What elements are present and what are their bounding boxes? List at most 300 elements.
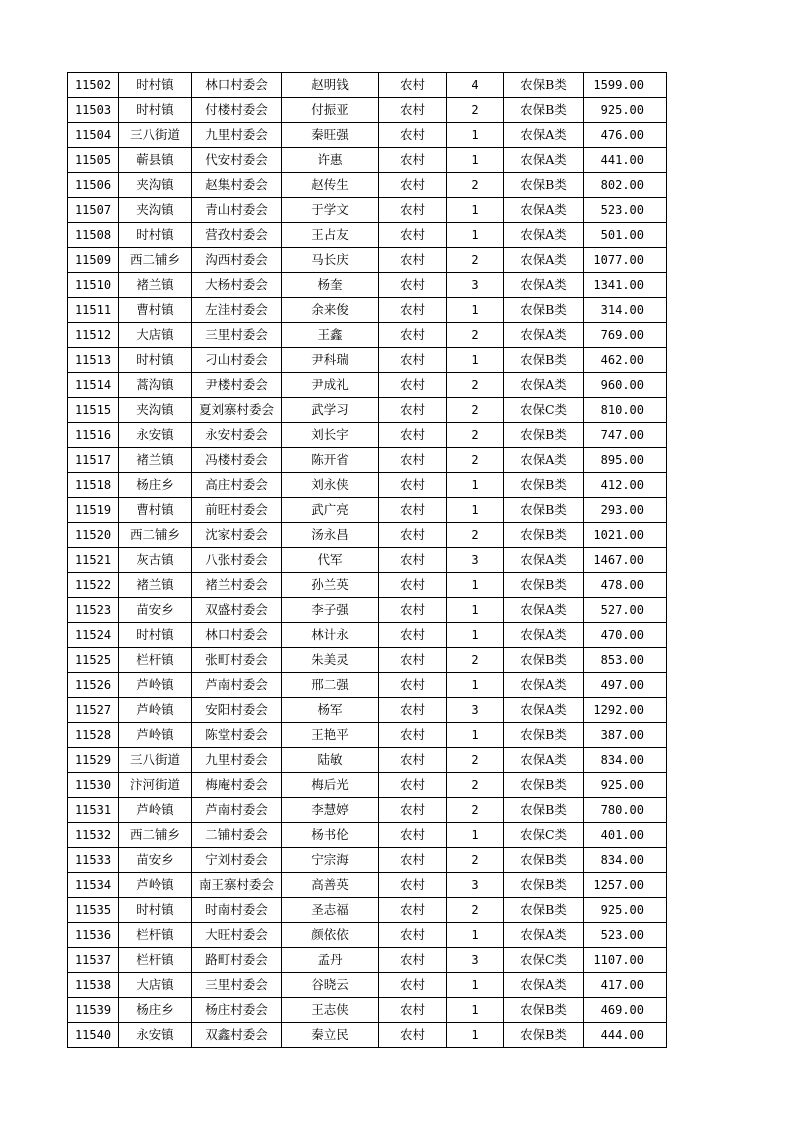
cell-household-count: 1 — [447, 923, 504, 948]
cell-record-id: 11536 — [68, 923, 119, 948]
cell-record-id: 11510 — [68, 273, 119, 298]
cell-person-name: 武广亮 — [282, 498, 379, 523]
table-row — [68, 973, 667, 998]
cell-person-name: 陆敏 — [282, 748, 379, 773]
cell-amount: 1467.00 — [584, 548, 667, 573]
cell-household-type: 农村 — [379, 548, 447, 573]
cell-insurance-category: 农保A类 — [504, 748, 584, 773]
cell-village-committee: 三里村委会 — [192, 973, 282, 998]
cell-household-count: 2 — [447, 248, 504, 273]
cell-insurance-category: 农保A类 — [504, 923, 584, 948]
cell-record-id: 11502 — [68, 73, 119, 98]
cell-village-committee: 付楼村委会 — [192, 98, 282, 123]
cell-record-id: 11530 — [68, 773, 119, 798]
table-row — [68, 123, 667, 148]
cell-township: 苗安乡 — [119, 598, 192, 623]
table-row — [68, 873, 667, 898]
cell-amount: 769.00 — [584, 323, 667, 348]
cell-township: 西二铺乡 — [119, 248, 192, 273]
cell-person-name: 宁宗海 — [282, 848, 379, 873]
cell-insurance-category: 农保B类 — [504, 73, 584, 98]
cell-household-count: 1 — [447, 1023, 504, 1048]
cell-household-count: 3 — [447, 548, 504, 573]
table-row — [68, 223, 667, 248]
table-row — [68, 548, 667, 573]
table-row — [68, 998, 667, 1023]
cell-amount: 497.00 — [584, 673, 667, 698]
cell-household-count: 2 — [447, 898, 504, 923]
cell-amount: 925.00 — [584, 898, 667, 923]
cell-record-id: 11520 — [68, 523, 119, 548]
cell-household-count: 2 — [447, 648, 504, 673]
cell-township: 西二铺乡 — [119, 823, 192, 848]
table-row — [68, 1023, 667, 1048]
cell-person-name: 王志侠 — [282, 998, 379, 1023]
cell-record-id: 11540 — [68, 1023, 119, 1048]
cell-record-id: 11512 — [68, 323, 119, 348]
cell-record-id: 11519 — [68, 498, 119, 523]
cell-village-committee: 时南村委会 — [192, 898, 282, 923]
cell-person-name: 汤永昌 — [282, 523, 379, 548]
cell-household-count: 1 — [447, 148, 504, 173]
cell-record-id: 11506 — [68, 173, 119, 198]
cell-household-count: 4 — [447, 73, 504, 98]
cell-record-id: 11525 — [68, 648, 119, 673]
cell-amount: 469.00 — [584, 998, 667, 1023]
table-row — [68, 398, 667, 423]
cell-household-count: 2 — [447, 398, 504, 423]
cell-township: 夹沟镇 — [119, 173, 192, 198]
cell-person-name: 秦立民 — [282, 1023, 379, 1048]
cell-person-name: 刘长宇 — [282, 423, 379, 448]
cell-household-type: 农村 — [379, 173, 447, 198]
cell-household-type: 农村 — [379, 873, 447, 898]
cell-village-committee: 左洼村委会 — [192, 298, 282, 323]
cell-township: 时村镇 — [119, 623, 192, 648]
cell-household-type: 农村 — [379, 723, 447, 748]
table-row — [68, 773, 667, 798]
table-row — [68, 298, 667, 323]
cell-record-id: 11537 — [68, 948, 119, 973]
cell-person-name: 朱美灵 — [282, 648, 379, 673]
cell-amount: 1021.00 — [584, 523, 667, 548]
cell-insurance-category: 农保A类 — [504, 598, 584, 623]
cell-person-name: 赵明钱 — [282, 73, 379, 98]
cell-household-type: 农村 — [379, 698, 447, 723]
cell-household-type: 农村 — [379, 748, 447, 773]
cell-insurance-category: 农保A类 — [504, 973, 584, 998]
cell-township: 褚兰镇 — [119, 573, 192, 598]
cell-amount: 314.00 — [584, 298, 667, 323]
cell-village-committee: 刁山村委会 — [192, 348, 282, 373]
cell-village-committee: 前旺村委会 — [192, 498, 282, 523]
cell-insurance-category: 农保B类 — [504, 298, 584, 323]
cell-village-committee: 赵集村委会 — [192, 173, 282, 198]
cell-record-id: 11507 — [68, 198, 119, 223]
table-row — [68, 323, 667, 348]
table-row — [68, 498, 667, 523]
cell-household-type: 农村 — [379, 473, 447, 498]
cell-household-type: 农村 — [379, 648, 447, 673]
cell-township: 三八街道 — [119, 123, 192, 148]
cell-record-id: 11518 — [68, 473, 119, 498]
cell-household-type: 农村 — [379, 198, 447, 223]
cell-household-type: 农村 — [379, 73, 447, 98]
cell-village-committee: 宁刘村委会 — [192, 848, 282, 873]
cell-township: 曹村镇 — [119, 298, 192, 323]
cell-record-id: 11527 — [68, 698, 119, 723]
cell-household-type: 农村 — [379, 1023, 447, 1048]
cell-township: 三八街道 — [119, 748, 192, 773]
cell-amount: 1341.00 — [584, 273, 667, 298]
cell-household-type: 农村 — [379, 923, 447, 948]
cell-record-id: 11515 — [68, 398, 119, 423]
cell-insurance-category: 农保A类 — [504, 223, 584, 248]
cell-insurance-category: 农保A类 — [504, 323, 584, 348]
cell-village-committee: 双鑫村委会 — [192, 1023, 282, 1048]
cell-household-type: 农村 — [379, 498, 447, 523]
cell-insurance-category: 农保B类 — [504, 873, 584, 898]
cell-village-committee: 八张村委会 — [192, 548, 282, 573]
cell-record-id: 11503 — [68, 98, 119, 123]
cell-insurance-category: 农保A类 — [504, 548, 584, 573]
cell-person-name: 林计永 — [282, 623, 379, 648]
cell-household-type: 农村 — [379, 348, 447, 373]
cell-township: 西二铺乡 — [119, 523, 192, 548]
cell-insurance-category: 农保A类 — [504, 148, 584, 173]
cell-household-type: 农村 — [379, 848, 447, 873]
cell-household-count: 2 — [447, 448, 504, 473]
cell-record-id: 11517 — [68, 448, 119, 473]
cell-village-committee: 青山村委会 — [192, 198, 282, 223]
cell-township: 杨庄乡 — [119, 473, 192, 498]
cell-record-id: 11534 — [68, 873, 119, 898]
cell-village-committee: 张町村委会 — [192, 648, 282, 673]
cell-insurance-category: 农保C类 — [504, 398, 584, 423]
table-row — [68, 423, 667, 448]
cell-household-count: 1 — [447, 673, 504, 698]
cell-record-id: 11514 — [68, 373, 119, 398]
cell-household-count: 2 — [447, 848, 504, 873]
cell-amount: 834.00 — [584, 848, 667, 873]
cell-household-type: 农村 — [379, 973, 447, 998]
table-row — [68, 248, 667, 273]
cell-insurance-category: 农保B类 — [504, 573, 584, 598]
cell-village-committee: 营孜村委会 — [192, 223, 282, 248]
cell-amount: 925.00 — [584, 773, 667, 798]
table-row — [68, 623, 667, 648]
cell-insurance-category: 农保B类 — [504, 998, 584, 1023]
cell-township: 芦岭镇 — [119, 673, 192, 698]
cell-township: 芦岭镇 — [119, 873, 192, 898]
cell-record-id: 11521 — [68, 548, 119, 573]
cell-household-count: 2 — [447, 423, 504, 448]
cell-insurance-category: 农保A类 — [504, 373, 584, 398]
cell-village-committee: 沟西村委会 — [192, 248, 282, 273]
cell-record-id: 11522 — [68, 573, 119, 598]
cell-village-committee: 南王寨村委会 — [192, 873, 282, 898]
cell-insurance-category: 农保A类 — [504, 448, 584, 473]
cell-village-committee: 三里村委会 — [192, 323, 282, 348]
cell-township: 时村镇 — [119, 348, 192, 373]
cell-amount: 810.00 — [584, 398, 667, 423]
cell-household-type: 农村 — [379, 123, 447, 148]
cell-household-type: 农村 — [379, 773, 447, 798]
cell-township: 时村镇 — [119, 73, 192, 98]
cell-village-committee: 代安村委会 — [192, 148, 282, 173]
cell-record-id: 11504 — [68, 123, 119, 148]
table-row — [68, 198, 667, 223]
cell-household-count: 2 — [447, 173, 504, 198]
cell-insurance-category: 农保A类 — [504, 123, 584, 148]
cell-insurance-category: 农保B类 — [504, 898, 584, 923]
cell-person-name: 孙兰英 — [282, 573, 379, 598]
cell-township: 栏杆镇 — [119, 948, 192, 973]
cell-village-committee: 九里村委会 — [192, 123, 282, 148]
cell-person-name: 杨军 — [282, 698, 379, 723]
cell-township: 杨庄乡 — [119, 998, 192, 1023]
cell-person-name: 秦旺强 — [282, 123, 379, 148]
table-row — [68, 73, 667, 98]
cell-amount: 387.00 — [584, 723, 667, 748]
cell-insurance-category: 农保A类 — [504, 673, 584, 698]
cell-township: 芦岭镇 — [119, 698, 192, 723]
cell-village-committee: 芦南村委会 — [192, 673, 282, 698]
cell-household-type: 农村 — [379, 148, 447, 173]
cell-person-name: 圣志福 — [282, 898, 379, 923]
cell-person-name: 邢二强 — [282, 673, 379, 698]
cell-township: 蒿沟镇 — [119, 373, 192, 398]
cell-village-committee: 杨庄村委会 — [192, 998, 282, 1023]
cell-township: 灰古镇 — [119, 548, 192, 573]
cell-record-id: 11529 — [68, 748, 119, 773]
table-row — [68, 148, 667, 173]
cell-amount: 960.00 — [584, 373, 667, 398]
cell-amount: 293.00 — [584, 498, 667, 523]
cell-household-count: 1 — [447, 598, 504, 623]
cell-record-id: 11528 — [68, 723, 119, 748]
cell-insurance-category: 农保B类 — [504, 523, 584, 548]
cell-person-name: 杨奎 — [282, 273, 379, 298]
cell-person-name: 王艳平 — [282, 723, 379, 748]
cell-household-count: 1 — [447, 123, 504, 148]
cell-village-committee: 路町村委会 — [192, 948, 282, 973]
cell-person-name: 于学文 — [282, 198, 379, 223]
cell-household-type: 农村 — [379, 273, 447, 298]
cell-village-committee: 梅庵村委会 — [192, 773, 282, 798]
cell-township: 夹沟镇 — [119, 398, 192, 423]
cell-household-type: 农村 — [379, 623, 447, 648]
cell-township: 汴河街道 — [119, 773, 192, 798]
cell-record-id: 11538 — [68, 973, 119, 998]
cell-village-committee: 安阳村委会 — [192, 698, 282, 723]
cell-amount: 834.00 — [584, 748, 667, 773]
cell-township: 夹沟镇 — [119, 198, 192, 223]
cell-insurance-category: 农保B类 — [504, 848, 584, 873]
cell-insurance-category: 农保B类 — [504, 648, 584, 673]
cell-insurance-category: 农保B类 — [504, 348, 584, 373]
cell-amount: 780.00 — [584, 798, 667, 823]
cell-township: 大店镇 — [119, 323, 192, 348]
cell-person-name: 王占友 — [282, 223, 379, 248]
cell-record-id: 11524 — [68, 623, 119, 648]
cell-township: 栏杆镇 — [119, 923, 192, 948]
cell-record-id: 11508 — [68, 223, 119, 248]
cell-household-type: 农村 — [379, 673, 447, 698]
cell-household-type: 农村 — [379, 898, 447, 923]
cell-household-count: 1 — [447, 998, 504, 1023]
cell-township: 芦岭镇 — [119, 798, 192, 823]
cell-insurance-category: 农保B类 — [504, 423, 584, 448]
cell-person-name: 陈开省 — [282, 448, 379, 473]
cell-amount: 444.00 — [584, 1023, 667, 1048]
cell-township: 苗安乡 — [119, 848, 192, 873]
cell-village-committee: 陈堂村委会 — [192, 723, 282, 748]
cell-household-count: 1 — [447, 623, 504, 648]
cell-village-committee: 林口村委会 — [192, 73, 282, 98]
cell-insurance-category: 农保B类 — [504, 473, 584, 498]
cell-township: 永安镇 — [119, 1023, 192, 1048]
cell-person-name: 颜依依 — [282, 923, 379, 948]
cell-insurance-category: 农保A类 — [504, 623, 584, 648]
cell-household-type: 农村 — [379, 573, 447, 598]
records-table — [67, 72, 667, 1048]
cell-household-count: 1 — [447, 823, 504, 848]
cell-township: 栏杆镇 — [119, 648, 192, 673]
cell-amount: 462.00 — [584, 348, 667, 373]
cell-household-count: 1 — [447, 298, 504, 323]
cell-insurance-category: 农保B类 — [504, 173, 584, 198]
cell-amount: 501.00 — [584, 223, 667, 248]
cell-person-name: 孟丹 — [282, 948, 379, 973]
cell-person-name: 代军 — [282, 548, 379, 573]
cell-amount: 853.00 — [584, 648, 667, 673]
cell-amount: 747.00 — [584, 423, 667, 448]
cell-amount: 476.00 — [584, 123, 667, 148]
cell-person-name: 马长庆 — [282, 248, 379, 273]
table-row — [68, 923, 667, 948]
cell-household-count: 3 — [447, 873, 504, 898]
cell-township: 时村镇 — [119, 98, 192, 123]
cell-township: 曹村镇 — [119, 498, 192, 523]
table-row — [68, 723, 667, 748]
cell-record-id: 11539 — [68, 998, 119, 1023]
cell-amount: 527.00 — [584, 598, 667, 623]
cell-record-id: 11511 — [68, 298, 119, 323]
cell-person-name: 李子强 — [282, 598, 379, 623]
table-row — [68, 798, 667, 823]
cell-insurance-category: 农保B类 — [504, 773, 584, 798]
cell-household-type: 农村 — [379, 448, 447, 473]
cell-amount: 523.00 — [584, 198, 667, 223]
records-table-body — [68, 73, 667, 1048]
table-row — [68, 573, 667, 598]
cell-amount: 523.00 — [584, 923, 667, 948]
cell-insurance-category: 农保A类 — [504, 198, 584, 223]
cell-village-committee: 九里村委会 — [192, 748, 282, 773]
cell-person-name: 李慧婷 — [282, 798, 379, 823]
cell-person-name: 赵传生 — [282, 173, 379, 198]
cell-village-committee: 冯楼村委会 — [192, 448, 282, 473]
cell-village-committee: 沈家村委会 — [192, 523, 282, 548]
cell-household-count: 2 — [447, 98, 504, 123]
cell-township: 芦岭镇 — [119, 723, 192, 748]
cell-village-committee: 高庄村委会 — [192, 473, 282, 498]
cell-person-name: 付振亚 — [282, 98, 379, 123]
table-row — [68, 348, 667, 373]
cell-household-count: 1 — [447, 348, 504, 373]
cell-household-count: 1 — [447, 473, 504, 498]
cell-village-committee: 芦南村委会 — [192, 798, 282, 823]
cell-township: 时村镇 — [119, 223, 192, 248]
table-row — [68, 373, 667, 398]
table-row — [68, 98, 667, 123]
cell-household-type: 农村 — [379, 223, 447, 248]
cell-household-type: 农村 — [379, 373, 447, 398]
cell-amount: 1599.00 — [584, 73, 667, 98]
table-row — [68, 898, 667, 923]
cell-township: 时村镇 — [119, 898, 192, 923]
cell-amount: 470.00 — [584, 623, 667, 648]
cell-township: 褚兰镇 — [119, 448, 192, 473]
cell-household-count: 1 — [447, 223, 504, 248]
cell-amount: 1107.00 — [584, 948, 667, 973]
table-row — [68, 473, 667, 498]
cell-insurance-category: 农保B类 — [504, 98, 584, 123]
cell-person-name: 刘永侠 — [282, 473, 379, 498]
table-row — [68, 273, 667, 298]
cell-person-name: 王鑫 — [282, 323, 379, 348]
cell-township: 永安镇 — [119, 423, 192, 448]
cell-insurance-category: 农保C类 — [504, 823, 584, 848]
table-row — [68, 598, 667, 623]
cell-person-name: 高善英 — [282, 873, 379, 898]
cell-amount: 401.00 — [584, 823, 667, 848]
cell-insurance-category: 农保B类 — [504, 1023, 584, 1048]
cell-record-id: 11505 — [68, 148, 119, 173]
cell-record-id: 11513 — [68, 348, 119, 373]
cell-amount: 802.00 — [584, 173, 667, 198]
cell-amount: 478.00 — [584, 573, 667, 598]
cell-household-type: 农村 — [379, 298, 447, 323]
cell-amount: 441.00 — [584, 148, 667, 173]
table-row — [68, 523, 667, 548]
cell-person-name: 梅后光 — [282, 773, 379, 798]
table-row — [68, 648, 667, 673]
table-row — [68, 173, 667, 198]
cell-record-id: 11516 — [68, 423, 119, 448]
table-row — [68, 748, 667, 773]
cell-household-count: 1 — [447, 498, 504, 523]
cell-record-id: 11526 — [68, 673, 119, 698]
cell-household-type: 农村 — [379, 98, 447, 123]
cell-insurance-category: 农保A类 — [504, 698, 584, 723]
cell-household-type: 农村 — [379, 323, 447, 348]
cell-household-count: 2 — [447, 773, 504, 798]
cell-household-count: 1 — [447, 198, 504, 223]
cell-village-committee: 双盛村委会 — [192, 598, 282, 623]
cell-household-count: 3 — [447, 273, 504, 298]
cell-household-type: 农村 — [379, 248, 447, 273]
cell-village-committee: 尹楼村委会 — [192, 373, 282, 398]
cell-insurance-category: 农保B类 — [504, 723, 584, 748]
cell-person-name: 尹科瑞 — [282, 348, 379, 373]
cell-amount: 1257.00 — [584, 873, 667, 898]
cell-village-committee: 夏刘寨村委会 — [192, 398, 282, 423]
cell-household-count: 1 — [447, 573, 504, 598]
cell-amount: 1292.00 — [584, 698, 667, 723]
cell-person-name: 尹成礼 — [282, 373, 379, 398]
